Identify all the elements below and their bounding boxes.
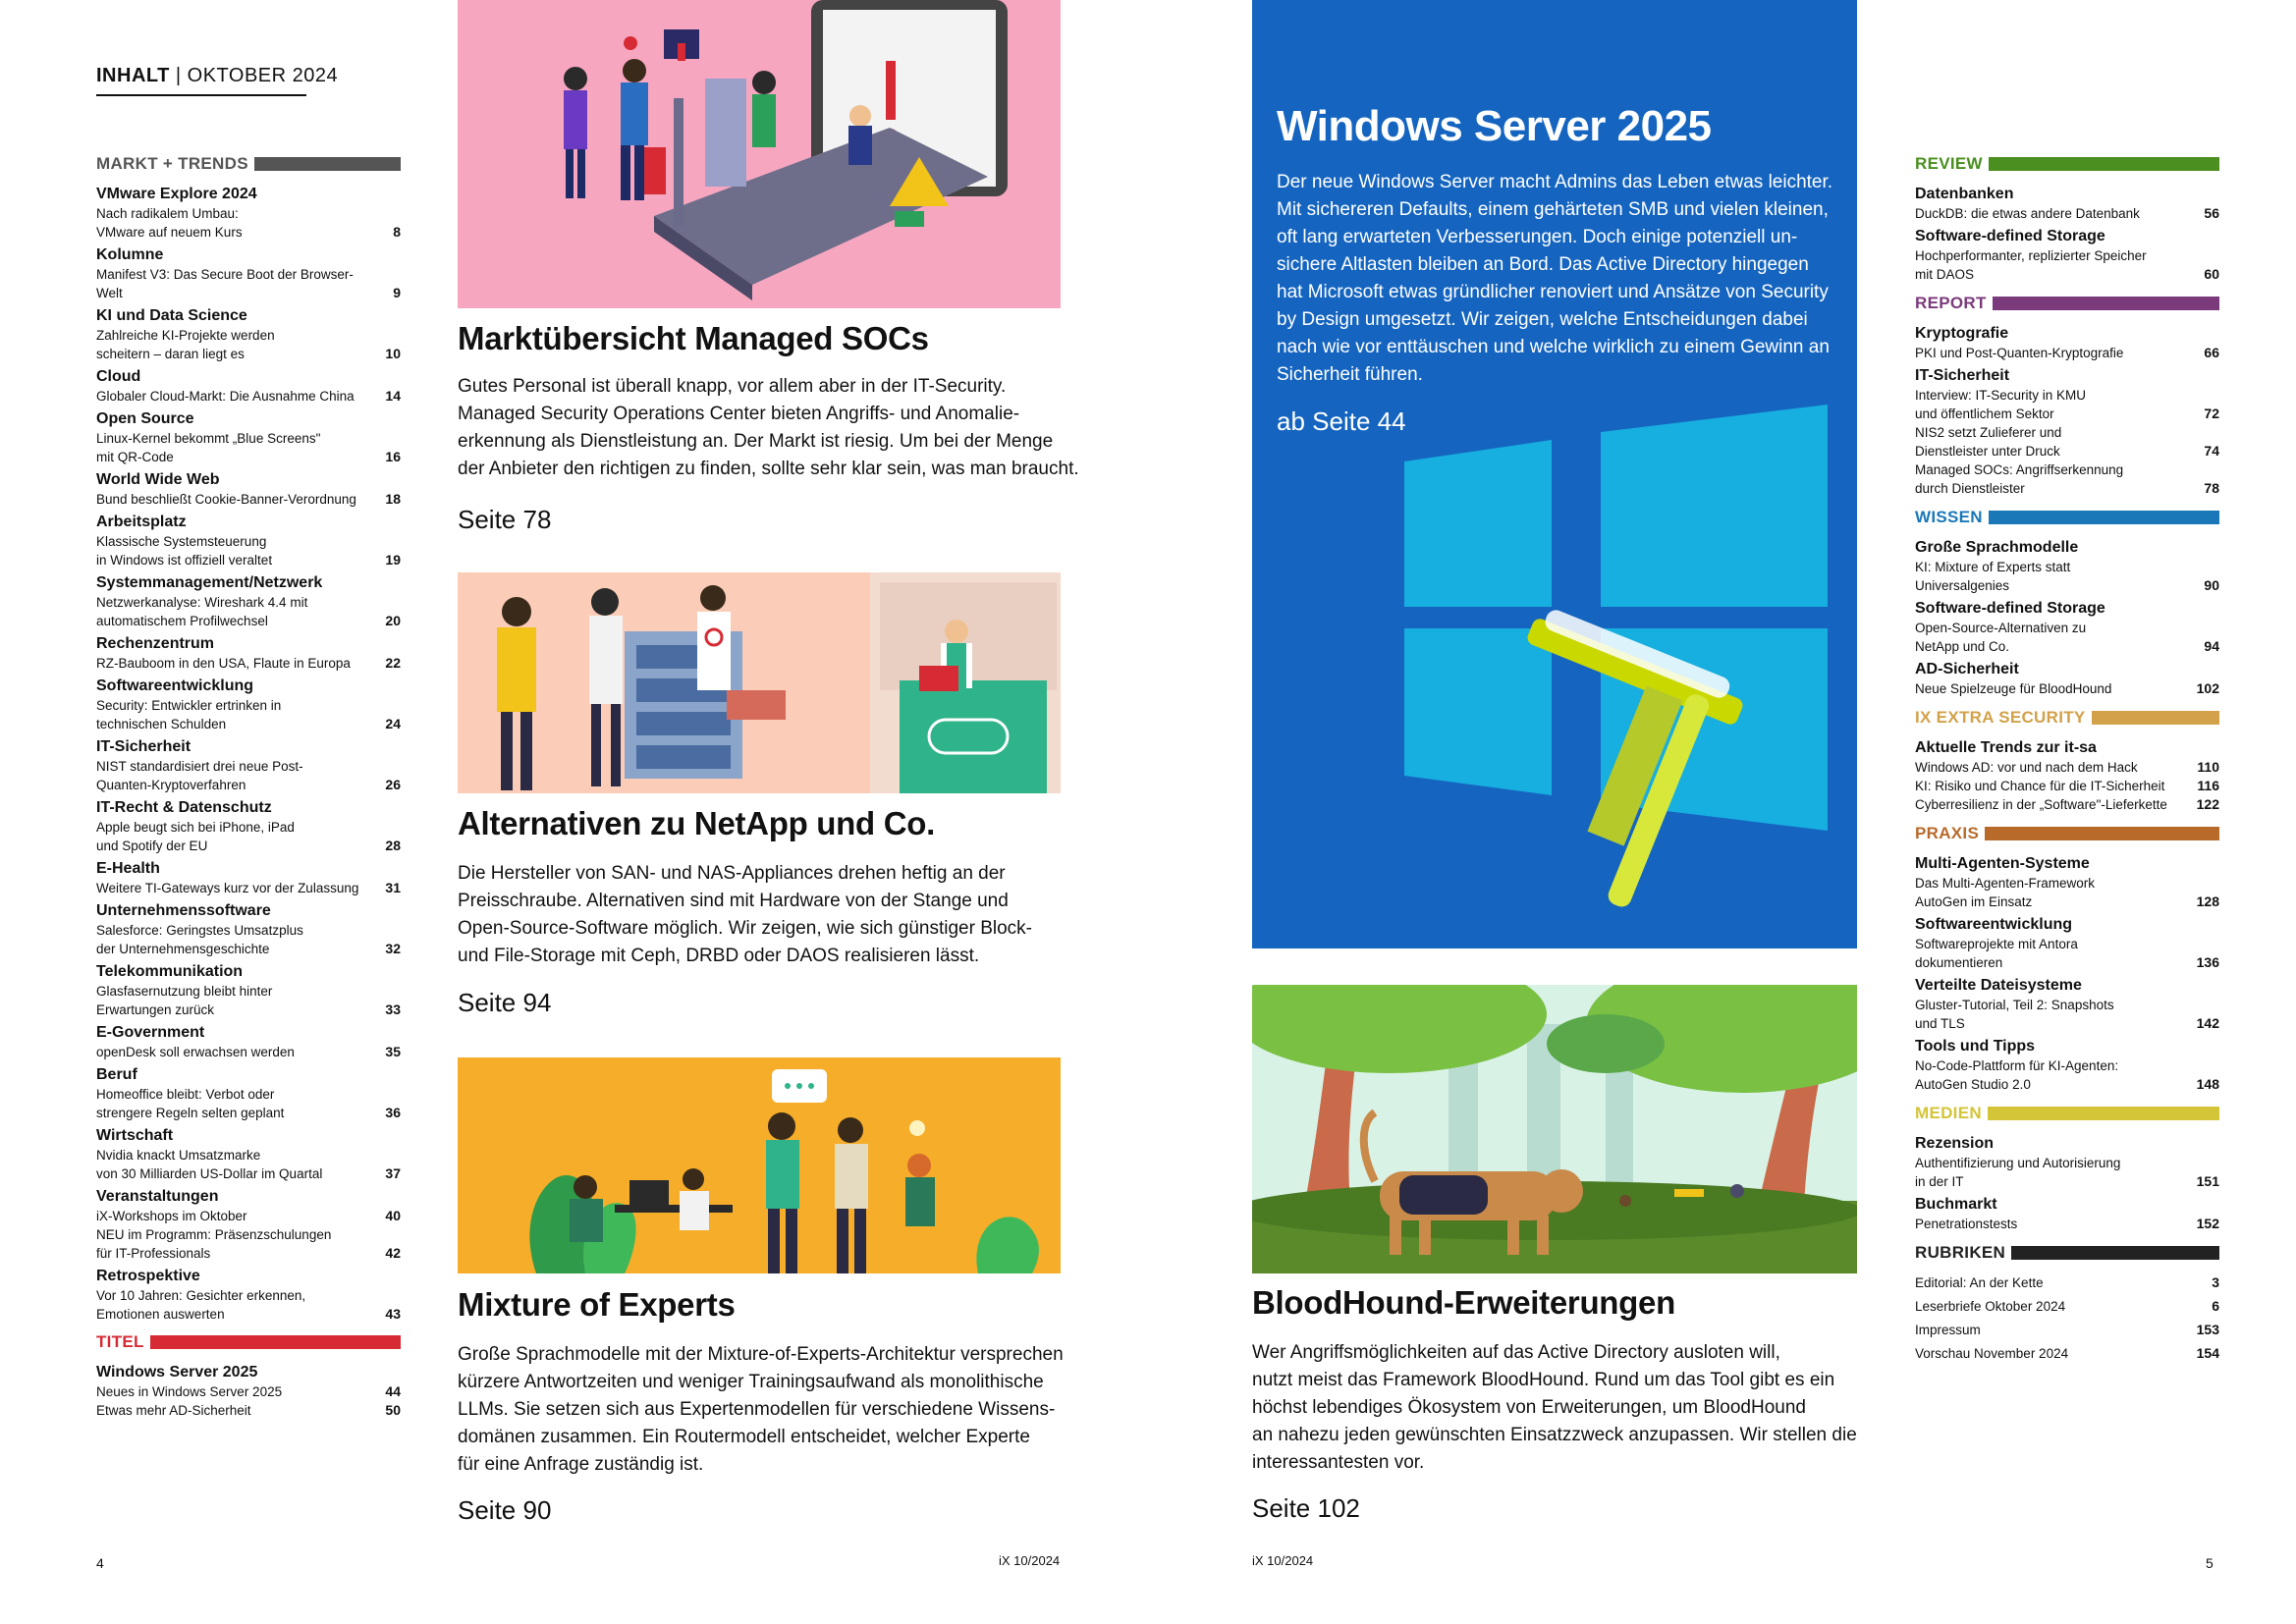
toc-entry-text: Managed SOCs: Angriffserkennung durch Dienstleister	[1915, 462, 2124, 496]
toc-entry[interactable]	[1915, 1297, 2219, 1316]
bloodhound-title: BloodHound-Erweiterungen	[1252, 1284, 1675, 1321]
section-gap	[1915, 284, 2219, 293]
toc-category: AD-Sicherheit	[1915, 661, 2019, 677]
toc-entry[interactable]	[96, 757, 401, 794]
storage-illustration	[458, 572, 1061, 793]
toc-entry-text: RZ-Bauboom in den USA, Flaute in Europa	[96, 656, 351, 671]
toc-entry-text: Netzwerkanalyse: Wireshark 4.4 mit automatischem Profilwechsel	[96, 595, 308, 628]
toc-category: Datenbanken	[1915, 186, 2014, 202]
section-header	[1915, 153, 2219, 175]
toc-entry-page: 78	[2204, 480, 2219, 496]
section-header	[96, 1331, 401, 1353]
toc-entry-text: Nach radikalem Umbau: VMware auf neuem Kurs	[96, 206, 243, 240]
netapp-title: Alternativen zu NetApp und Co.	[458, 805, 936, 841]
toc-entry[interactable]	[96, 326, 401, 363]
toc-entry-text: No-Code-Plattform für KI-Agenten: AutoGen Studio 2.0	[1915, 1058, 2119, 1092]
toc-entry-page: 90	[2204, 577, 2219, 593]
toc-entry[interactable]	[96, 818, 401, 855]
section-title: REVIEW	[1915, 154, 1983, 173]
toc-entry-page: 6	[2212, 1298, 2219, 1314]
section-header	[1915, 507, 2219, 528]
toc-entry-text: Salesforce: Geringstes Umsatzplus der Unternehmensgeschichte	[96, 923, 303, 956]
toc-category: Software-defined Storage	[1915, 600, 2105, 617]
section-color-bar	[1985, 827, 2219, 840]
toc-category: Aktuelle Trends zur it-sa	[1915, 739, 2097, 756]
toc-entry[interactable]	[96, 1146, 401, 1183]
toc-entry-page: 50	[385, 1402, 401, 1418]
toc-entry[interactable]	[1915, 1056, 2219, 1094]
toc-category: Cloud	[96, 368, 141, 385]
toc-entry-page: 18	[385, 491, 401, 507]
toc-entry-page: 136	[2196, 954, 2219, 970]
toc-entry-text: Apple beugt sich bei iPhone, iPad und Spotify der EU	[96, 820, 295, 853]
section-title: RUBRIKEN	[1915, 1243, 2006, 1262]
toc-entry-text: Authentifizierung und Autorisierung in der IT	[1915, 1156, 2121, 1189]
toc-entry-text: Neue Spielzeuge für BloodHound	[1915, 681, 2112, 696]
toc-entry-page: 151	[2196, 1173, 2219, 1189]
toc-entry[interactable]	[96, 1286, 401, 1324]
toc-entry-page: 122	[2196, 796, 2219, 812]
netapp-page-link[interactable]: Seite 94	[458, 988, 552, 1017]
toc-entry-text: Softwareprojekte mit Antora dokumentieren	[1915, 937, 2078, 970]
cover-title: Windows Server 2025	[1277, 102, 1712, 150]
toc-entry-text: Zahlreiche KI-Projekte werden scheitern – daran liegt es	[96, 328, 275, 361]
section-title: IX EXTRA SECURITY	[1915, 708, 2086, 727]
toc-entry-text: Impressum	[1915, 1323, 1981, 1337]
toc-entry[interactable]	[96, 1225, 401, 1263]
toc-entry-page: 66	[2204, 345, 2219, 360]
toc-entry-page: 43	[385, 1306, 401, 1322]
toc-entry-page: 37	[385, 1165, 401, 1181]
toc-category: Kolumne	[96, 246, 164, 263]
toc-entry-text: Nvidia knackt Umsatzmarke von 30 Milliarden US-Dollar im Quartal	[96, 1148, 323, 1181]
toc-entry-page: 8	[393, 224, 401, 240]
left-toc	[96, 153, 401, 1420]
section-header	[1915, 293, 2219, 314]
toc-category: Windows Server 2025	[96, 1364, 258, 1380]
toc-category: IT-Recht & Datenschutz	[96, 799, 272, 816]
toc-entry-text: Penetrationstests	[1915, 1217, 2018, 1231]
toc-entry-page: 33	[385, 1001, 401, 1017]
toc-category: E-Government	[96, 1024, 205, 1041]
toc-entry-page: 32	[385, 941, 401, 956]
toc-entry-page: 56	[2204, 205, 2219, 221]
toc-entry-page: 102	[2196, 680, 2219, 696]
toc-category: Unternehmenssoftware	[96, 902, 271, 919]
toc-entry-text: Hochperformanter, replizierter Speicher mit DAOS	[1915, 248, 2147, 282]
toc-entry-text: Editorial: An der Kette	[1915, 1275, 2044, 1290]
toc-entry-page: 22	[385, 655, 401, 671]
toc-entry-page: 20	[385, 613, 401, 628]
toc-category: KI und Data Science	[96, 307, 247, 324]
toc-entry-text: PKI und Post-Quanten-Kryptografie	[1915, 346, 2124, 360]
toc-entry-text: Weitere TI-Gateways kurz vor der Zulassung	[96, 881, 359, 895]
toc-entry-page: 31	[385, 880, 401, 895]
toc-entry-page: 94	[2204, 638, 2219, 654]
toc-entry[interactable]	[1915, 1344, 2219, 1363]
toc-entry[interactable]	[96, 982, 401, 1019]
bloodhound-body: Wer Angriffsmöglichkeiten auf das Active Directory ausloten will, nutzt meist das Framework BloodHound. Rund um das Tool gibt es ein höchst lebendiges Ökosystem von Erweiterungen, um BloodHound an nahezu jeden gewünschten Einsatzzweck anzupassen. Wir stellen die interessantesten vor.	[1252, 1342, 1857, 1473]
section-title: REPORT	[1915, 294, 1987, 312]
section-title: PRAXIS	[1915, 824, 1980, 842]
toc-entry-page: 142	[2196, 1015, 2219, 1031]
toc-entry-page: 42	[385, 1245, 401, 1261]
toc-category: IT-Sicherheit	[1915, 367, 2010, 384]
soc-illustration	[458, 0, 1061, 308]
section-color-bar	[1988, 1107, 2219, 1120]
toc-category: World Wide Web	[96, 471, 220, 488]
toc-category: Open Source	[96, 410, 194, 427]
left-page-number: 4	[96, 1555, 104, 1571]
toc-category: Tools und Tipps	[1915, 1038, 2036, 1055]
toc-entry[interactable]	[1915, 204, 2219, 223]
toc-entry-text: Manifest V3: Das Secure Boot der Browser-Welt	[96, 267, 354, 300]
section-color-bar	[150, 1335, 401, 1349]
toc-entry[interactable]	[1915, 460, 2219, 498]
section-gap	[1915, 814, 2219, 823]
toc-category: Softwareentwicklung	[1915, 916, 2073, 933]
toc-entry-text: Windows AD: vor und nach dem Hack	[1915, 760, 2138, 775]
toc-entry[interactable]	[96, 429, 401, 466]
section-header	[1915, 1242, 2219, 1264]
toc-entry-page: 16	[385, 449, 401, 464]
toc-entry-page: 154	[2196, 1345, 2219, 1361]
toc-entry[interactable]	[1915, 386, 2219, 423]
toc-entry-text: NIST standardisiert drei neue Post- Quanten-Kryptoverfahren	[96, 759, 303, 792]
toc-category: Softwareentwicklung	[96, 677, 254, 694]
toc-entry[interactable]	[96, 1382, 401, 1401]
toc-entry-page: 60	[2204, 266, 2219, 282]
toc-entry[interactable]	[1915, 344, 2219, 362]
section-gap	[1915, 698, 2219, 707]
toc-entry-text: KI: Mixture of Experts statt Universalgenies	[1915, 560, 2071, 593]
toc-entry[interactable]	[1915, 758, 2219, 777]
toc-entry[interactable]	[1915, 874, 2219, 911]
section-color-bar	[254, 157, 401, 171]
toc-entry-page: 14	[385, 388, 401, 404]
toc-entry[interactable]	[96, 265, 401, 302]
left-issue: iX 10/2024	[999, 1553, 1061, 1568]
toc-entry-page: 36	[385, 1105, 401, 1120]
toc-entry[interactable]	[96, 1043, 401, 1061]
section-title: TITEL	[96, 1332, 144, 1351]
toc-entry[interactable]	[96, 1401, 401, 1420]
toc-category: Kryptografie	[1915, 325, 2009, 342]
toc-entry[interactable]	[96, 490, 401, 509]
toc-entry[interactable]	[96, 593, 401, 630]
toc-entry[interactable]	[1915, 935, 2219, 972]
toc-entry[interactable]	[1915, 423, 2219, 460]
section-color-bar	[1989, 157, 2219, 171]
toc-entry-page: 153	[2196, 1322, 2219, 1337]
toc-entry-text: Interview: IT-Security in KMU und öffentlichem Sektor	[1915, 388, 2087, 421]
soc-title: Marktübersicht Managed SOCs	[458, 320, 929, 356]
toc-entry-page: 128	[2196, 893, 2219, 909]
section-color-bar	[1993, 297, 2219, 310]
toc-entry[interactable]	[96, 532, 401, 569]
toc-entry-text: Security: Entwickler ertrinken in technischen Schulden	[96, 698, 282, 731]
toc-entry-text: Cyberresilienz in der „Software"-Lieferkette	[1915, 797, 2167, 812]
toc-entry-page: 9	[393, 285, 401, 300]
toc-entry[interactable]	[1915, 1215, 2219, 1233]
toc-entry-page: 10	[385, 346, 401, 361]
toc-entry[interactable]	[96, 921, 401, 958]
toc-category: IT-Sicherheit	[96, 738, 191, 755]
toc-entry[interactable]	[1915, 996, 2219, 1033]
section-header	[1915, 823, 2219, 844]
toc-entry-text: Das Multi-Agenten-Framework AutoGen im Einsatz	[1915, 876, 2096, 909]
toc-category: VMware Explore 2024	[96, 186, 257, 202]
bloodhound-illustration	[1252, 985, 1857, 1273]
moe-illustration	[458, 1057, 1061, 1273]
toc-entry-text: Bund beschließt Cookie-Banner-Verordnung	[96, 492, 356, 507]
toc-category: Wirtschaft	[96, 1127, 174, 1144]
moe-title: Mixture of Experts	[458, 1286, 736, 1323]
toc-entry[interactable]	[96, 204, 401, 242]
toc-entry-text: Leserbriefe Oktober 2024	[1915, 1299, 2066, 1314]
toc-entry[interactable]	[96, 879, 401, 897]
section-title: MEDIEN	[1915, 1104, 1982, 1122]
toc-category: Systemmanagement/Netzwerk	[96, 574, 323, 591]
toc-entry-text: Glasfasernutzung bleibt hinter Erwartungen zurück	[96, 984, 273, 1017]
section-header	[1915, 1103, 2219, 1124]
toc-entry-text: NEU im Programm: Präsenzschulungen für IT-Professionals	[96, 1227, 332, 1261]
toc-category: E-Health	[96, 860, 160, 877]
toc-entry[interactable]	[1915, 558, 2219, 595]
section-header	[1915, 707, 2219, 729]
toc-entry-text: Globaler Cloud-Markt: Die Ausnahme China	[96, 389, 355, 404]
toc-entry-text: Vorschau November 2024	[1915, 1346, 2069, 1361]
header-rule	[96, 94, 306, 96]
section-header	[96, 153, 401, 175]
toc-entry[interactable]	[96, 1085, 401, 1122]
toc-entry[interactable]	[1915, 246, 2219, 284]
netapp-body: Die Hersteller von SAN- und NAS-Appliances drehen heftig an der Preisschraube. Alternativen sind mit Hardware von der Stange und Open-Source-Software möglich. Wir zeigen, wie sich günstiger Block- und File-Storage mit Ceph, DRBD oder DAOS realisieren lässt.	[458, 863, 1033, 966]
toc-entry[interactable]	[96, 1207, 401, 1225]
section-gap	[1915, 1233, 2219, 1242]
section-title: MARKT + TRENDS	[96, 154, 248, 173]
section-gap	[96, 1324, 401, 1331]
toc-entry-text: Gluster-Tutorial, Teil 2: Snapshots und TLS	[1915, 998, 2114, 1031]
toc-entry[interactable]	[1915, 619, 2219, 656]
toc-entry-page: 24	[385, 716, 401, 731]
toc-category: Beruf	[96, 1066, 137, 1083]
toc-entry-text: Homeoffice bleibt: Verbot oder strengere Regeln selten geplant	[96, 1087, 285, 1120]
toc-entry-text: iX-Workshops im Oktober	[96, 1209, 247, 1223]
toc-entry-page: 74	[2204, 443, 2219, 459]
toc-entry-text: Etwas mehr AD-Sicherheit	[96, 1403, 251, 1418]
toc-entry-text: Linux-Kernel bekommt „Blue Screens" mit QR-Code	[96, 431, 321, 464]
toc-entry-text: DuckDB: die etwas andere Datenbank	[1915, 206, 2140, 221]
toc-category: Verteilte Dateisysteme	[1915, 977, 2082, 994]
toc-entry[interactable]	[1915, 777, 2219, 795]
section-color-bar	[2011, 1246, 2219, 1260]
toc-entry-page: 72	[2204, 406, 2219, 421]
toc-category: Arbeitsplatz	[96, 514, 187, 530]
moe-body: Große Sprachmodelle mit der Mixture-of-Experts-Architektur versprechen kürzere Antwortzeiten und weniger Trainingsaufwand als monolithische LLMs. Sie setzen sich aus Expertenmodellen für verschiedene Wissens- domänen zusammen. Ein Routermodell entscheidet, welcher Experte für eine Anfrage zuständig ist.	[458, 1344, 1064, 1475]
toc-entry-page: 152	[2196, 1216, 2219, 1231]
toc-category: Telekommunikation	[96, 963, 244, 980]
toc-entry-text: NIS2 setzt Zulieferer und Dienstleister unter Druck	[1915, 425, 2062, 459]
toc-entry-text: Neues in Windows Server 2025	[96, 1384, 283, 1399]
toc-entry[interactable]	[1915, 1273, 2219, 1292]
toc-entry[interactable]	[96, 654, 401, 673]
toc-entry[interactable]	[1915, 1321, 2219, 1339]
section-gap	[1915, 1094, 2219, 1103]
cover-page-link[interactable]: ab Seite 44	[1277, 406, 1406, 436]
right-issue: iX 10/2024	[1252, 1553, 1314, 1568]
toc-entry-text: openDesk soll erwachsen werden	[96, 1045, 295, 1059]
toc-entry-page: 19	[385, 552, 401, 568]
soc-page-link[interactable]: Seite 78	[458, 505, 552, 534]
toc-entry-page: 3	[2212, 1274, 2219, 1290]
section-color-bar	[2092, 711, 2219, 725]
toc-entry-page: 26	[385, 777, 401, 792]
toc-entry[interactable]	[96, 387, 401, 406]
toc-entry-page: 40	[385, 1208, 401, 1223]
toc-entry-page: 28	[385, 838, 401, 853]
toc-category: Rezension	[1915, 1135, 1995, 1152]
toc-category: Große Sprachmodelle	[1915, 539, 2079, 556]
toc-entry[interactable]	[1915, 1154, 2219, 1191]
moe-page-link[interactable]: Seite 90	[458, 1495, 552, 1525]
header-rest: | OKTOBER 2024	[169, 65, 339, 86]
toc-entry-page: 35	[385, 1044, 401, 1059]
toc-category: Veranstaltungen	[96, 1188, 219, 1205]
toc-category: Multi-Agenten-Systeme	[1915, 855, 2090, 872]
section-gap	[1915, 498, 2219, 507]
toc-entry[interactable]	[96, 696, 401, 733]
toc-category: Software-defined Storage	[1915, 228, 2105, 244]
cover-body: Der neue Windows Server macht Admins das Leben etwas leichter. Mit sichereren Defaults, einem gehärteten SMB und vielen kleinen, oft lang erwarteten Verbesserungen. Doch einige potenziell un- sichere Altlasten bleiben an Bord. Das Active Directory hingegen hat Microsoft etwas gründlicher renoviert und Ansätze von Security by Design umgesetzt. Wir zeigen, welche Entscheidungen dabei nach wie vor enttäuschen und welche wirklich zu einem Gewinn an Sicherheit führen.	[1277, 172, 1833, 385]
toc-entry-page: 148	[2196, 1076, 2219, 1092]
toc-entry-page: 44	[385, 1383, 401, 1399]
toc-entry-text: Open-Source-Alternativen zu NetApp und Co.	[1915, 621, 2087, 654]
toc-category: Retrospektive	[96, 1268, 200, 1284]
header-bold: INHALT	[96, 65, 170, 86]
section-color-bar	[1989, 511, 2219, 524]
toc-category: Buchmarkt	[1915, 1196, 1997, 1213]
section-title: WISSEN	[1915, 508, 1983, 526]
toc-entry[interactable]	[1915, 795, 2219, 814]
toc-entry-page: 110	[2197, 759, 2219, 775]
right-toc	[1915, 153, 2219, 1363]
toc-category: Rechenzentrum	[96, 635, 215, 652]
right-page-number: 5	[2206, 1555, 2214, 1571]
toc-entry-text: Vor 10 Jahren: Gesichter erkennen, Emotionen auswerten	[96, 1288, 306, 1322]
toc-entry[interactable]	[1915, 679, 2219, 698]
toc-entry-text: KI: Risiko und Chance für die IT-Sicherheit	[1915, 779, 2165, 793]
page-header	[96, 65, 338, 87]
soc-body: Gutes Personal ist überall knapp, vor allem aber in der IT-Security. Managed Security Operations Center bieten Angriffs- und Anomalie- erkennung als Dienstleistung an. Der Markt ist riesig. Um bei der Menge der Anbieter den richtigen zu finden, sollte sehr klar sein, was man braucht.	[458, 376, 1079, 479]
toc-entry-page: 116	[2197, 778, 2219, 793]
toc-entry-text: Klassische Systemsteuerung in Windows ist offiziell veraltet	[96, 534, 273, 568]
bloodhound-page-link[interactable]: Seite 102	[1252, 1493, 1360, 1523]
